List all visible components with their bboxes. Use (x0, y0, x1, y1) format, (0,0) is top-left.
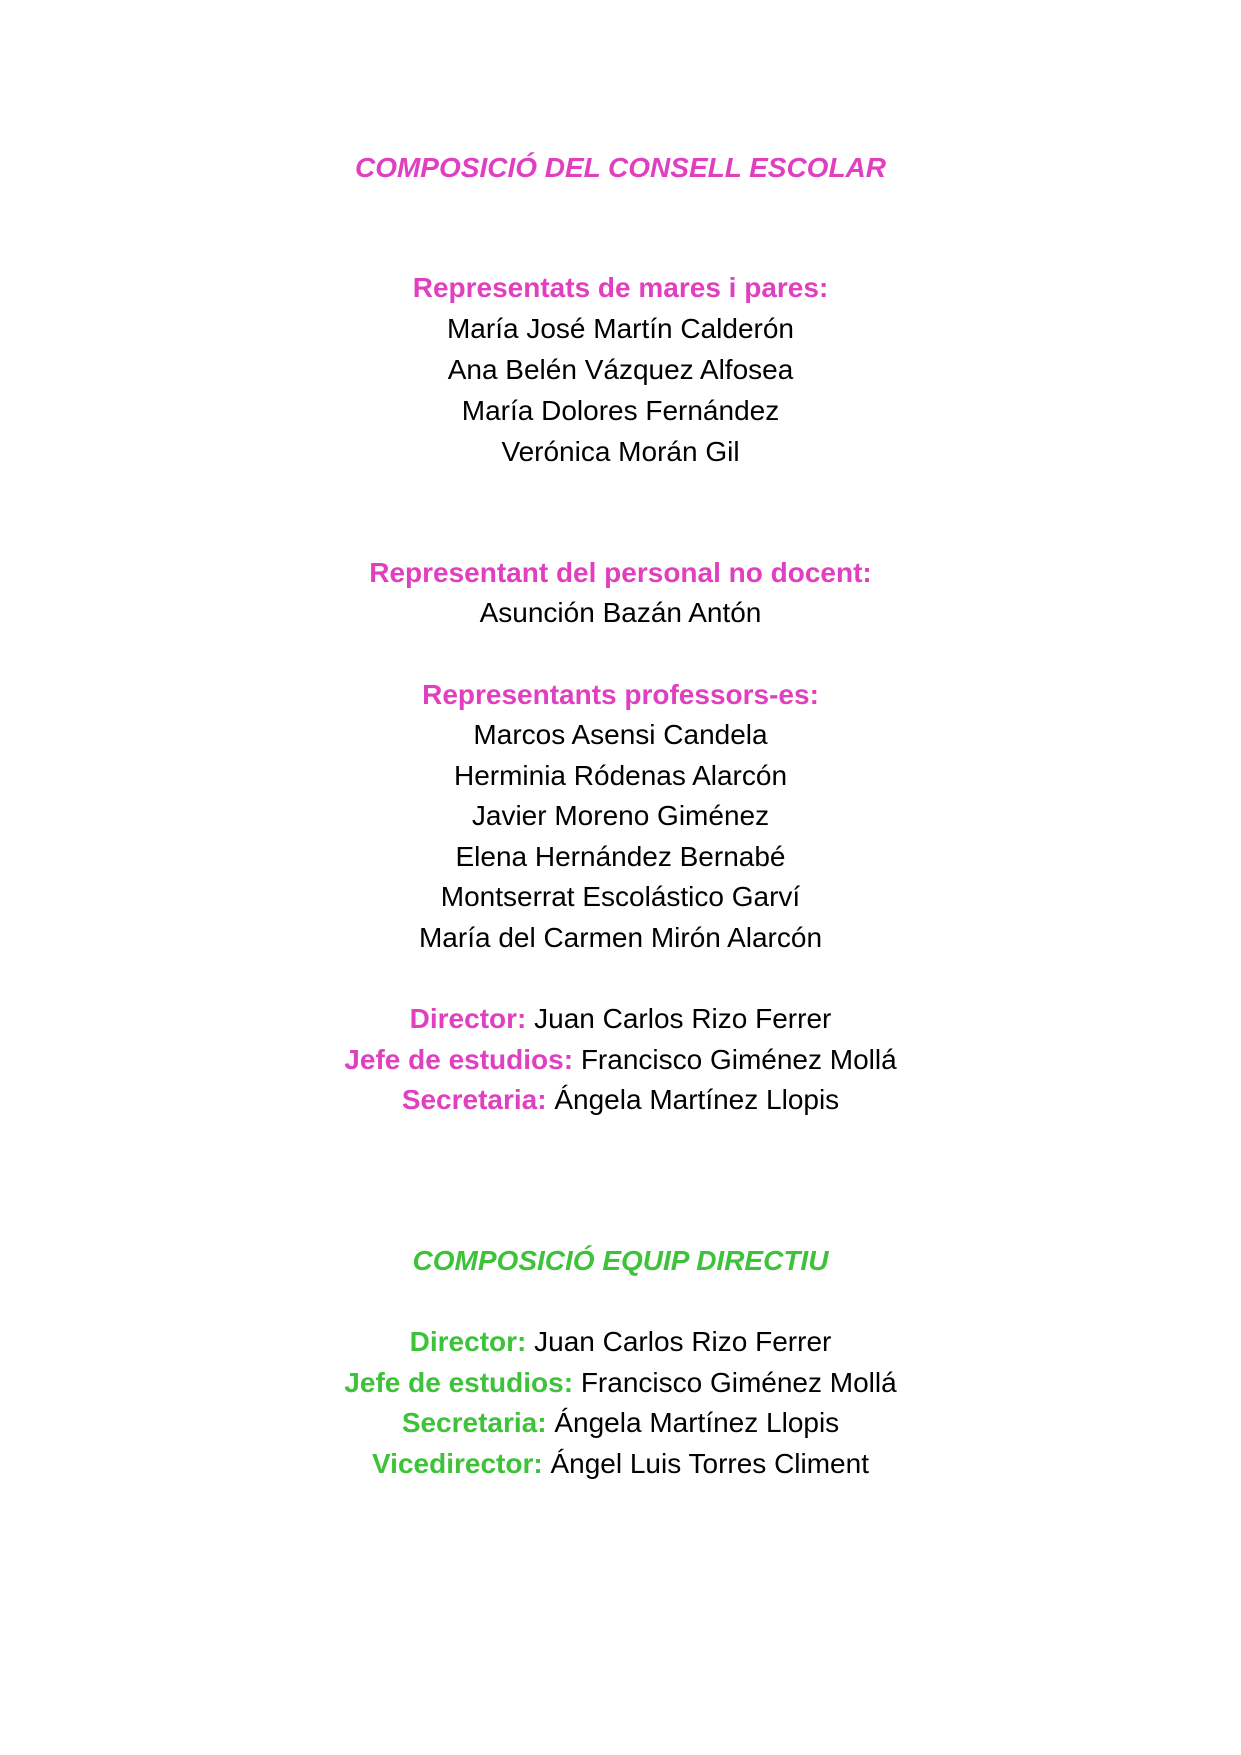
staff-name: Asunción Bazán Antón (479, 597, 762, 628)
role-label: Director: (409, 1003, 527, 1034)
teachers-heading: Representants professors-es: (422, 679, 819, 710)
council-role-secretary (0, 1080, 1241, 1120)
parent-name: Verónica Morán Gil (501, 436, 740, 467)
council-role-director (0, 999, 1241, 1039)
role-label: Jefe de estudios: (344, 1044, 574, 1075)
staff-heading: Representant del personal no docent: (369, 557, 872, 588)
role-label: Vicedirector: (372, 1448, 543, 1479)
council-role-head-of-studies (0, 1040, 1241, 1080)
role-name: Francisco Giménez Mollá (580, 1044, 897, 1075)
role-label: Jefe de estudios: (344, 1367, 574, 1398)
team-role-director (0, 1322, 1241, 1362)
parent-name: Ana Belén Vázquez Alfosea (447, 354, 794, 385)
role-label: Secretaria: (401, 1084, 547, 1115)
role-name: Ángela Martínez Llopis (554, 1084, 840, 1115)
teacher-name: Elena Hernández Bernabé (455, 841, 786, 872)
team-role-vice-director (0, 1444, 1241, 1484)
teacher-name: Montserrat Escolástico Garví (440, 881, 801, 912)
role-name: Ángela Martínez Llopis (554, 1407, 840, 1438)
team-title: COMPOSICIÓ EQUIP DIRECTIU (412, 1245, 829, 1276)
teacher-name: Herminia Ródenas Alarcón (453, 760, 788, 791)
role-name: Ángel Luis Torres Climent (550, 1448, 869, 1479)
role-label: Secretaria: (401, 1407, 547, 1438)
teacher-name: María del Carmen Mirón Alarcón (418, 922, 823, 953)
parent-name: María Dolores Fernández (461, 395, 780, 426)
role-name: Francisco Giménez Mollá (580, 1367, 897, 1398)
role-name: Juan Carlos Rizo Ferrer (534, 1003, 832, 1034)
teacher-name: Marcos Asensi Candela (473, 719, 768, 750)
parents-heading: Representats de mares i pares: (412, 272, 829, 303)
team-role-secretary (0, 1403, 1241, 1443)
role-label: Director: (409, 1326, 527, 1357)
team-role-head-of-studies (0, 1363, 1241, 1403)
parent-name: María José Martín Calderón (446, 313, 795, 344)
teacher-name: Javier Moreno Giménez (471, 800, 770, 831)
role-name: Juan Carlos Rizo Ferrer (534, 1326, 832, 1357)
council-title: COMPOSICIÓ DEL CONSELL ESCOLAR (354, 152, 886, 183)
